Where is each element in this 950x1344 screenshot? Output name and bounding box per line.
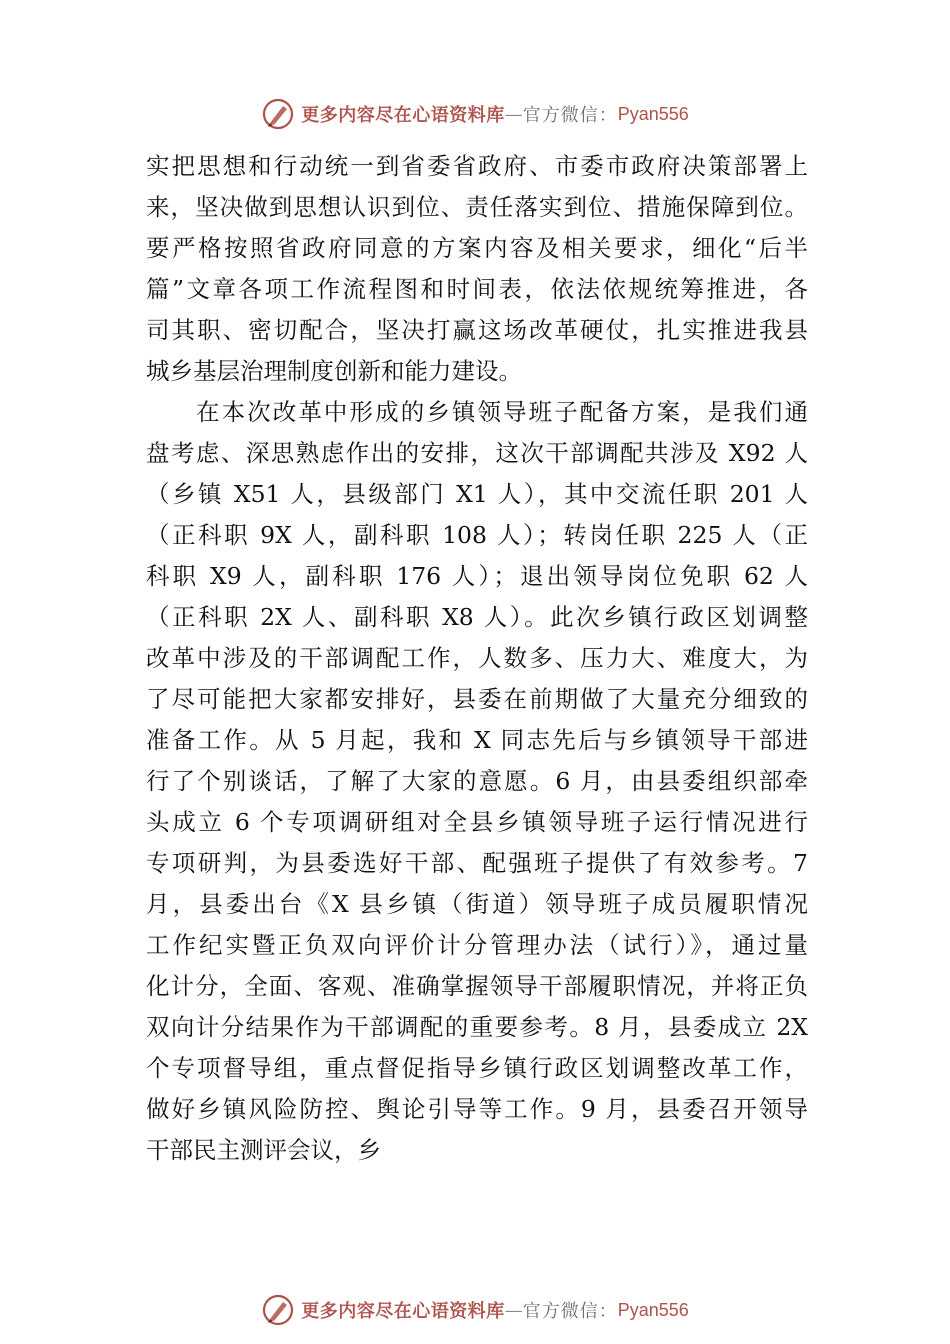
text-line: 科职 X9 人，副科职 176 人）；退出领导岗位免职 62 人: [146, 562, 808, 590]
text-line: 工作纪实暨正负双向评价计分管理办法（试行）》，通过量: [146, 931, 808, 959]
banner-separator: —: [504, 103, 523, 125]
text-line: 实把思想和行动统一到省委省政府、市委市政府决策部署上: [146, 152, 808, 180]
document-body: [146, 146, 808, 1171]
text-line: 来，坚决做到思想认识到位、责任落实到位、措施保障到位。: [146, 193, 808, 221]
text-line: 城乡基层治理制度创新和能力建设。: [146, 357, 522, 385]
banner-wechat-label: 官方微信：: [522, 1301, 618, 1322]
banner-separator: —: [504, 1299, 523, 1321]
pen-logo-icon: [261, 1293, 295, 1327]
text-line: 改革中涉及的干部调配工作，人数多、压力大、难度大，为: [146, 644, 808, 672]
text-line: 在本次改革中形成的乡镇领导班子配备方案，是我们通: [196, 398, 808, 426]
text-line: 化计分，全面、客观、准确掌握领导干部履职情况，并将正负: [146, 972, 808, 1000]
text-line: 司其职、密切配合，坚决打赢这场改革硬仗，扎实推进我县: [146, 316, 808, 344]
banner-wechat-id: Pyan556: [617, 1299, 689, 1320]
text-line: （正科职 2X 人、副科职 X8 人）。此次乡镇行政区划调整: [146, 603, 808, 631]
paragraph: [146, 146, 808, 392]
footer-banner: [0, 1290, 950, 1330]
text-line: 盘考虑、深思熟虑作出的安排，这次干部调配共涉及 X92 人: [146, 439, 808, 467]
text-line: 头成立 6 个专项调研组对全县乡镇领导班子运行情况进行: [146, 808, 808, 836]
text-line: （正科职 9X 人，副科职 108 人）；转岗任职 225 人（正: [146, 521, 808, 549]
text-line: 个专项督导组，重点督促指导乡镇行政区划调整改革工作，: [146, 1054, 808, 1082]
paragraph: [146, 392, 808, 1171]
text-line: 准备工作。从 5 月起，我和 X 同志先后与乡镇领导干部进: [146, 726, 808, 754]
text-line: 要严格按照省政府同意的方案内容及相关要求，细化“后半: [146, 234, 808, 262]
text-line: 专项研判，为县委选好干部、配强班子提供了有效参考。7: [146, 849, 808, 877]
banner-main-text: 更多内容尽在心语资料库: [301, 1301, 505, 1322]
text-line: 双向计分结果作为干部调配的重要参考。8 月，县委成立 2X: [146, 1013, 808, 1041]
text-line: 行了个别谈话，了解了大家的意愿。6 月，由县委组织部牵: [146, 767, 808, 795]
text-line: （乡镇 X51 人，县级部门 X1 人），其中交流任职 201 人: [146, 480, 808, 508]
banner-wechat-id: Pyan556: [617, 103, 689, 124]
pen-logo-icon: [261, 97, 295, 131]
banner-main-text: 更多内容尽在心语资料库: [301, 105, 505, 126]
banner-wechat-label: 官方微信：: [522, 105, 618, 126]
text-line: 干部民主测评会议，乡: [146, 1136, 381, 1164]
header-banner: [0, 94, 950, 134]
text-line: 篇”文章各项工作流程图和时间表，依法依规统筹推进，各: [146, 275, 808, 303]
text-line: 做好乡镇风险防控、舆论引导等工作。9 月，县委召开领导: [146, 1095, 808, 1123]
text-line: 月，县委出台《X 县乡镇（街道）领导班子成员履职情况: [146, 890, 808, 918]
text-line: 了尽可能把大家都安排好，县委在前期做了大量充分细致的: [146, 685, 808, 713]
